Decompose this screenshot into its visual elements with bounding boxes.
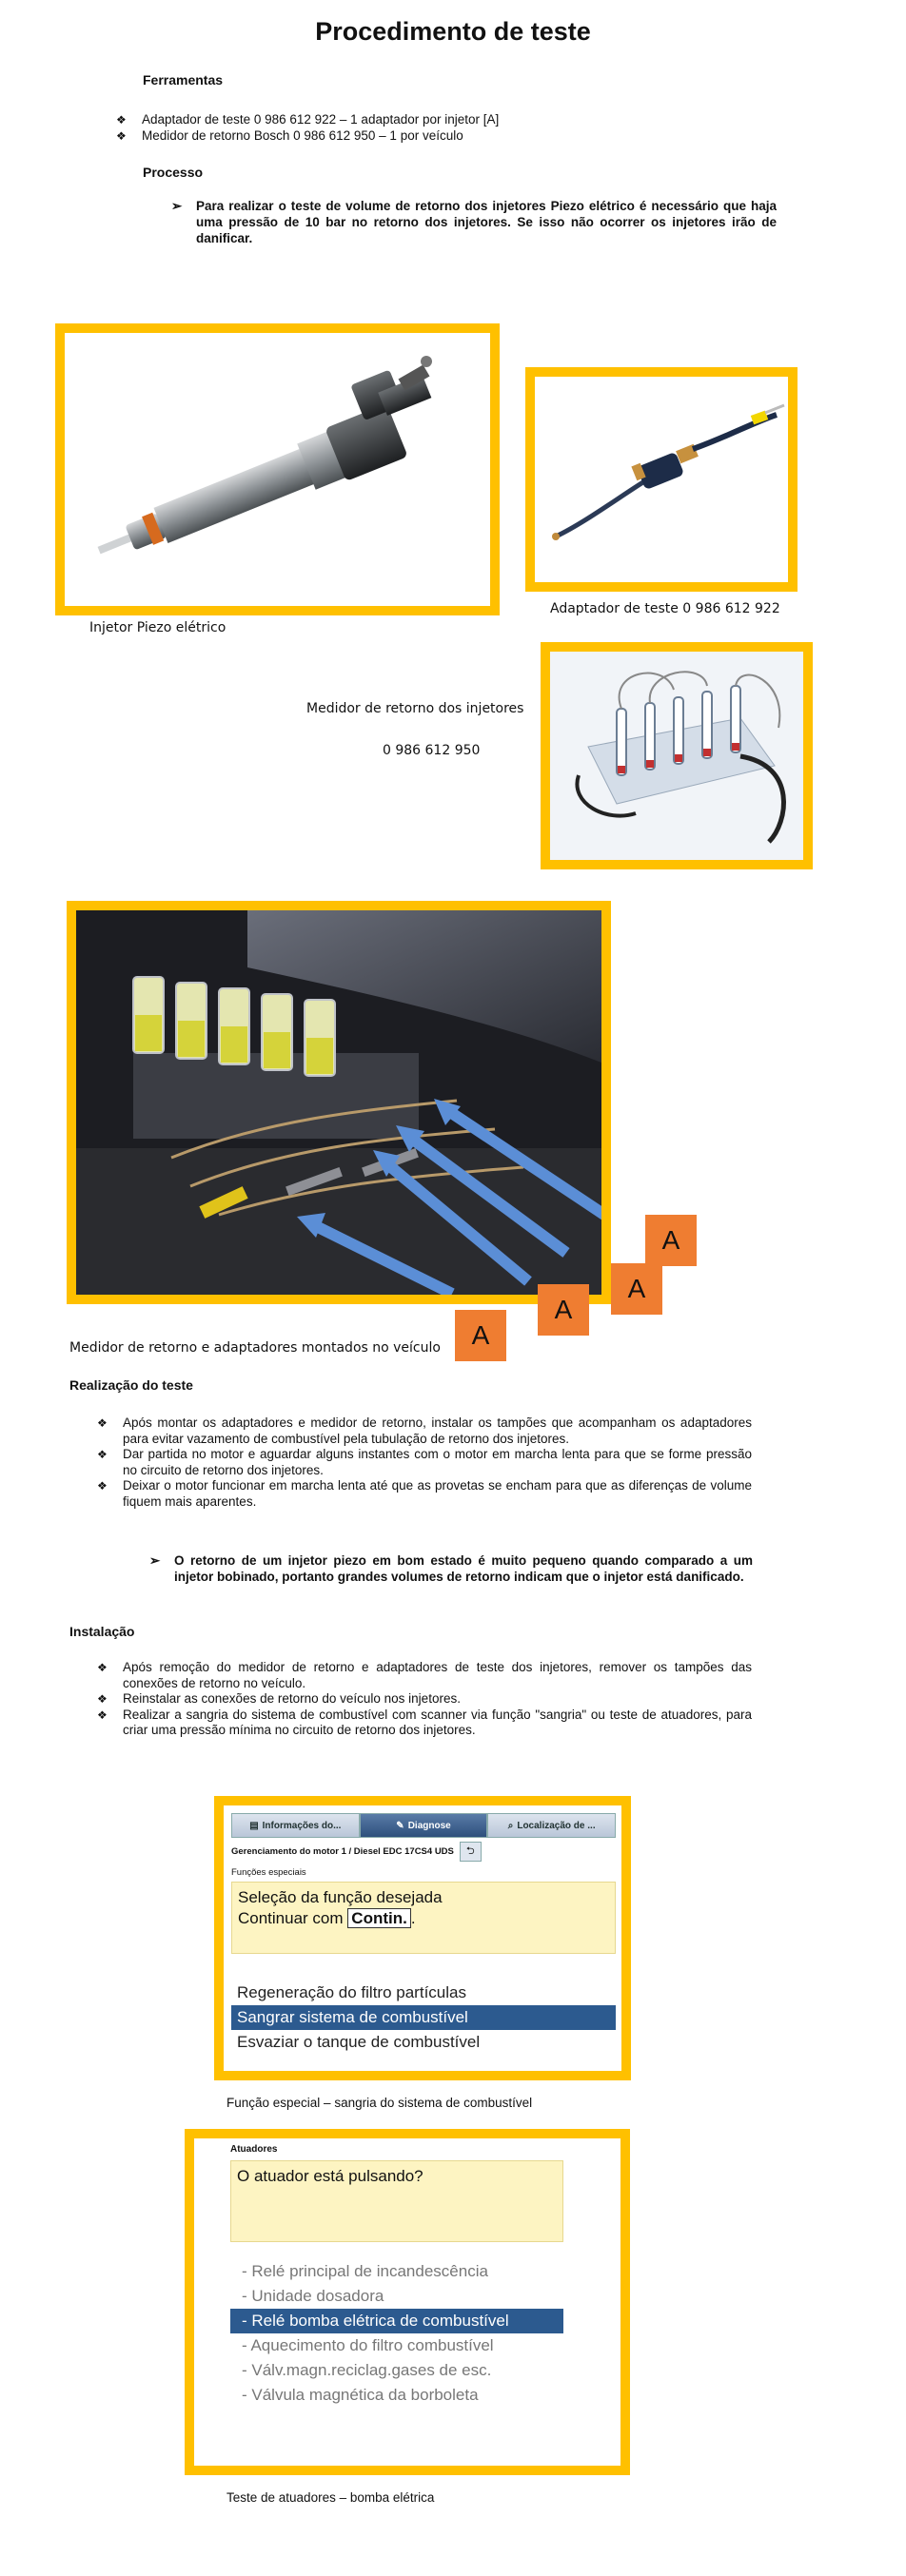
bullet-icon: ❖ [97, 1479, 108, 1493]
back-arrow-icon: ⮌ [465, 1845, 475, 1857]
engine-illustration [76, 910, 601, 1295]
list-item: ❖ Adaptador de teste 0 986 612 922 – 1 adaptador por injetor [A] [116, 112, 500, 127]
adapter-image [525, 367, 798, 592]
prompt-line: O atuador está pulsando? [237, 2167, 423, 2185]
adapter-badge-a: A [611, 1263, 662, 1315]
tools-list [116, 112, 573, 144]
adapter-caption: Adaptador de teste 0 986 612 922 [550, 601, 780, 616]
actuator-option[interactable]: - Válv.magn.reciclag.gases de esc. [242, 2361, 492, 2379]
list-item: ❖ Após remoção do medidor de retorno e adaptadores de teste dos injetores, remover os tampões das conexões de retorno no veículo. [97, 1660, 752, 1690]
scanner-special-functions [214, 1796, 631, 2080]
process-note: ➢ Para realizar o teste de volume de retorno dos injetores Piezo elétrico é necessário que haja uma pressão de 10 bar no retorno dos injetores. Se isso não ocorrer os injetores irão de danificar. [171, 199, 777, 245]
instalacao-heading: Instalação [69, 1624, 135, 1639]
scanner1-caption: Função especial – sangria do sistema de combustível [226, 2096, 533, 2110]
prompt-line: Continuar com Contin. . [238, 1909, 416, 1927]
meter-part-number: 0 986 612 950 [383, 743, 481, 758]
scanner-prompt-box [231, 1882, 616, 1954]
engine-photo [67, 901, 611, 1304]
arrow-bullet-icon: ➢ [171, 199, 183, 213]
realizacao-heading: Realização do teste [69, 1377, 193, 1393]
injector-image [55, 323, 500, 615]
tab-informacoes[interactable]: ▤ Informações do... [231, 1813, 360, 1838]
actuator-option[interactable]: - Unidade dosadora [242, 2287, 384, 2305]
scanner-section-label: Funções especiais [231, 1867, 306, 1878]
function-option-selected[interactable]: Sangrar sistema de combustível [231, 2005, 616, 2030]
tab-diagnose[interactable]: ✎ Diagnose [360, 1813, 488, 1838]
scanner-tabbar [231, 1813, 616, 1838]
bullet-icon: ❖ [97, 1416, 108, 1430]
actuator-option[interactable]: - Válvula magnética da borboleta [242, 2386, 479, 2404]
arrow-bullet-icon: ➢ [149, 1553, 161, 1568]
scanner2-caption: Teste de atuadores – bomba elétrica [226, 2490, 435, 2505]
process-heading: Processo [143, 165, 204, 180]
bullet-icon: ❖ [97, 1708, 108, 1722]
list-item: ❖ Realizar a sangria do sistema de combustível com scanner via função "sangria" ou teste de atuadores, para criar uma pressão mínima no circuito de retorno dos injetores. [97, 1707, 752, 1737]
adapter-badge-a: A [538, 1284, 589, 1336]
scanner-actuators [185, 2129, 630, 2475]
meter-caption: Medidor de retorno dos injetores [306, 701, 524, 716]
tab-localizacao[interactable]: ⌕ Localização de ... [487, 1813, 616, 1838]
injector-caption: Injetor Piezo elétrico [89, 620, 226, 635]
list-item: ❖ Reinstalar as conexões de retorno do veículo nos injetores. [97, 1691, 461, 1706]
tools-heading: Ferramentas [143, 72, 224, 88]
bullet-icon: ❖ [97, 1448, 108, 1461]
injector-illustration [65, 333, 490, 606]
instalacao-list [97, 1660, 752, 1739]
list-item: ❖ Dar partida no motor e aguardar alguns instantes com o motor em marcha lenta para que se forme pressão no circuito de retorno dos injetores. [97, 1447, 752, 1477]
prompt-line: Seleção da função desejada [238, 1888, 443, 1906]
function-option[interactable]: Regeneração do filtro partículas [237, 1983, 466, 2001]
meter-illustration [550, 652, 803, 860]
list-item: ❖ Deixar o motor funcionar em marcha lenta até que as provetas se encham para que as diferenças de volume fiquem mais aparentes. [97, 1478, 752, 1509]
wrench-icon: ✎ [396, 1820, 404, 1831]
actuator-option-selected[interactable]: - Relé bomba elétrica de combustível [230, 2309, 563, 2333]
adapter-badge-a: A [455, 1310, 506, 1361]
meter-image [541, 642, 813, 869]
bullet-icon: ❖ [116, 128, 127, 143]
info-icon: ▤ [249, 1820, 259, 1831]
back-button[interactable] [460, 1842, 482, 1862]
contin-button[interactable]: Contin. [347, 1908, 411, 1928]
function-option[interactable]: Esvaziar o tanque de combustível [237, 2033, 481, 2051]
scanner-prompt-box [230, 2160, 563, 2242]
bullet-icon: ❖ [97, 1661, 108, 1674]
scanner-section-label: Atuadores [230, 2144, 278, 2155]
realizacao-list [97, 1415, 752, 1510]
engine-caption: Medidor de retorno e adaptadores montados no veículo [69, 1340, 441, 1356]
list-item: ❖ Após montar os adaptadores e medidor de retorno, instalar os tampões que acompanham os adaptadores para evitar vazamento de combustível pela tubulação de retorno dos injetores. [97, 1415, 752, 1446]
bullet-icon: ❖ [116, 113, 127, 127]
scanner-breadcrumb: Gerenciamento do motor 1 / Diesel EDC 17CS4 UDS [231, 1846, 454, 1857]
actuator-option[interactable]: - Aquecimento do filtro combustível [242, 2336, 494, 2354]
adapter-badge-a: A [645, 1215, 697, 1266]
search-icon: ⌕ [507, 1820, 514, 1831]
adapter-illustration [535, 377, 788, 582]
actuator-option[interactable]: - Relé principal de incandescência [242, 2262, 488, 2280]
page-title: Procedimento de teste [315, 17, 591, 46]
bullet-icon: ❖ [97, 1692, 108, 1706]
realizacao-note: ➢ O retorno de um injetor piezo em bom estado é muito pequeno quando comparado a um injetor bobinado, portanto grandes volumes de retorno indicam que o injetor está danificado. [149, 1553, 753, 1584]
list-item: ❖ Medidor de retorno Bosch 0 986 612 950 – 1 por veículo [116, 127, 463, 143]
